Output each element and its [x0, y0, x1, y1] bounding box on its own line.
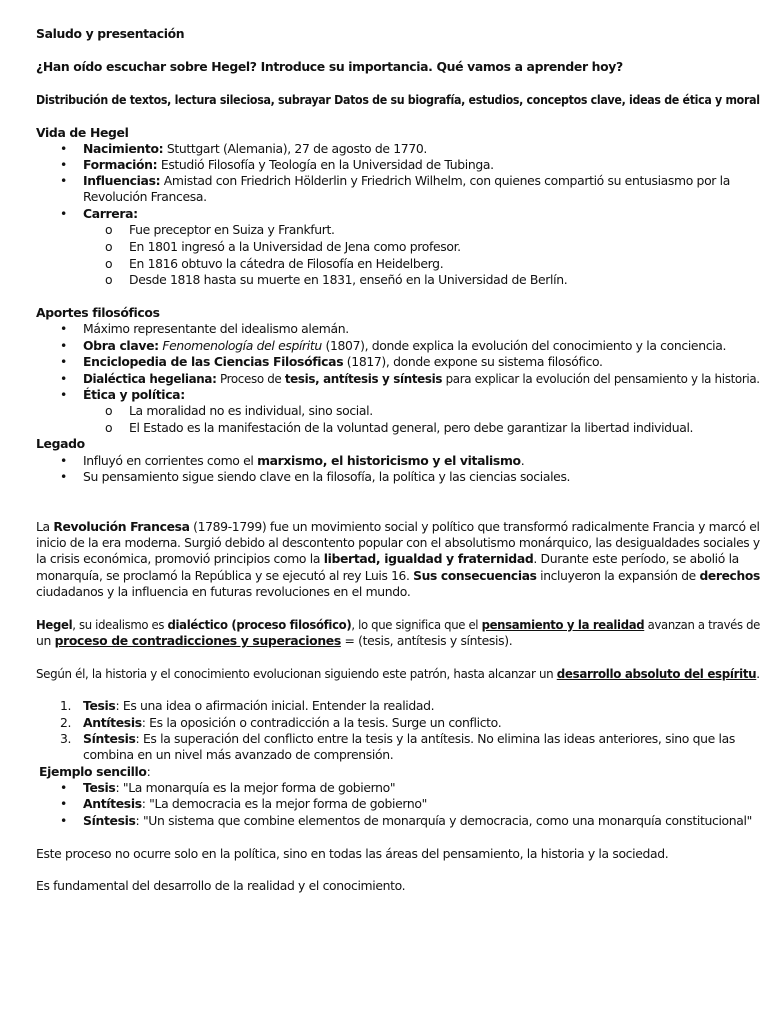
- bullet: •: [60, 453, 67, 468]
- etica-item: El Estado es la manifestación de la voluntad general, pero debe garantizar la libertad individual.: [129, 420, 694, 435]
- bullet: •: [60, 338, 67, 353]
- influencias-text-cont: Revolución Francesa.: [83, 189, 207, 204]
- revolucion-line: inicio de la era moderna. Surgió debido al descontento popular con el absolutismo monárquico, las desigualdades sociales y: [36, 535, 760, 550]
- bullet: •: [60, 796, 67, 811]
- hegel-line: [36, 633, 512, 649]
- numbered-text: : Es una idea o afirmación inicial. Entender la realidad.: [115, 698, 435, 713]
- numbered-label: Tesis: [83, 698, 116, 713]
- legado-text: .: [520, 453, 525, 468]
- bullet: •: [60, 354, 67, 369]
- enciclopedia-label: Enciclopedia de las Ciencias Filosóficas: [83, 354, 344, 369]
- segun-underlined: desarrollo absoluto del espíritu: [556, 666, 757, 681]
- numbered-item: [83, 715, 501, 731]
- numbered-item: [83, 731, 735, 747]
- text: un: [36, 633, 55, 648]
- revolucion-bold: Revolución Francesa: [53, 519, 190, 534]
- carrera-item: Desde 1818 hasta su muerte en 1831, enseñó en la Universidad de Berlín.: [129, 272, 568, 287]
- sub-bullet: o: [105, 403, 113, 418]
- dialectica-item: [83, 371, 760, 387]
- text: La: [36, 519, 54, 534]
- obra-label: Obra clave:: [83, 338, 159, 353]
- text: la crisis económica, promovió principios como la: [36, 551, 324, 566]
- sub-bullet: o: [105, 239, 113, 254]
- ejemplo-item-text: : "Un sistema que combine elementos de monarquía y democracia, como una monarquía constitucional": [135, 813, 752, 828]
- bullet: •: [60, 157, 67, 172]
- nacimiento-text: Stuttgart (Alemania), 27 de agosto de 1770.: [163, 141, 427, 156]
- segun-line: [36, 666, 760, 682]
- formacion-label: Formación:: [83, 157, 158, 172]
- ejemplo-item-text: : "La monarquía es la mejor forma de gobierno": [115, 780, 396, 795]
- legado-heading: Legado: [36, 436, 85, 451]
- carrera-item: En 1816 obtuvo la cátedra de Filosofía en Heidelberg.: [129, 256, 444, 271]
- dialectica-text: para explicar la evolución del pensamiento y la historia.: [442, 371, 760, 386]
- legado-text: Influyó en corrientes como el: [83, 453, 258, 468]
- ejemplo-item: [83, 813, 752, 829]
- sub-bullet: o: [105, 256, 113, 271]
- bullet: •: [60, 469, 67, 484]
- revolucion-line: [36, 568, 760, 584]
- hegel-bold: dialéctico (proceso filosófico): [167, 617, 352, 632]
- legado-item-1: [83, 453, 524, 469]
- text: :: [146, 764, 151, 779]
- text: , su idealismo es: [72, 617, 168, 632]
- dialectica-label: Dialéctica hegeliana:: [83, 371, 217, 386]
- ejemplo-label: Ejemplo sencillo: [39, 764, 147, 779]
- text: monarquía, se proclamó la República y se ejecutó al rey Luis 16.: [36, 568, 414, 583]
- obra-text: (1807), donde explica la evolución del conocimiento y la conciencia.: [321, 338, 727, 353]
- list-number: 3.: [60, 731, 72, 746]
- revolucion-bold: libertad, igualdad y fraternidad: [323, 551, 534, 566]
- enciclopedia-item: [83, 354, 603, 370]
- legado-bold: marxismo, el historicismo y el vitalismo: [257, 453, 521, 468]
- text: avanzan a través de: [644, 617, 761, 632]
- numbered-text: : Es la oposición o contradicción a la tesis. Surge un conflicto.: [141, 715, 502, 730]
- influencias-text: Amistad con Friedrich Hölderlin y Friedrich Wilhelm, con quienes compartió su entusiasmo por la: [160, 173, 730, 188]
- numbered-item-cont: combina en un nivel más avanzado de comprensión.: [83, 747, 394, 762]
- legado-item-2: Su pensamiento sigue siendo clave en la filosofía, la política y las ciencias sociales.: [83, 469, 571, 484]
- greeting-line: Saludo y presentación: [36, 26, 185, 41]
- numbered-item: [83, 698, 434, 714]
- revolucion-line: ciudadanos y la influencia en futuras revoluciones en el mundo.: [36, 584, 411, 599]
- list-number: 1.: [60, 698, 72, 713]
- obra-item: [83, 338, 726, 354]
- text: = (tesis, antítesis y síntesis).: [340, 633, 513, 648]
- vida-heading: Vida de Hegel: [36, 125, 129, 140]
- hegel-bold: Hegel: [36, 617, 73, 632]
- ejemplo-item-label: Síntesis: [83, 813, 136, 828]
- text: incluyeron la expansión de: [536, 568, 700, 583]
- dialectica-bold: tesis, antítesis y síntesis: [284, 371, 443, 386]
- revolucion-line: [36, 519, 760, 535]
- formacion-item: [83, 157, 494, 173]
- revolucion-bold: derechos: [699, 568, 760, 583]
- bullet: •: [60, 141, 67, 156]
- bullet: •: [60, 813, 67, 828]
- bullet: •: [60, 371, 67, 386]
- bullet: •: [60, 780, 67, 795]
- dialectica-text: Proceso de: [216, 371, 285, 386]
- sub-bullet: o: [105, 222, 113, 237]
- hegel-underlined: proceso de contradicciones y superaciones: [54, 633, 341, 648]
- carrera-item: Fue preceptor en Suiza y Frankfurt.: [129, 222, 335, 237]
- ejemplo-heading: [36, 764, 150, 780]
- revolucion-line: [36, 551, 739, 567]
- etica-item: La moralidad no es individual, sino social.: [129, 403, 373, 418]
- ejemplo-item-label: Antítesis: [83, 796, 142, 811]
- bullet: •: [60, 387, 67, 402]
- ejemplo-item: [83, 796, 427, 812]
- etica-label: Ética y política:: [83, 387, 185, 402]
- nacimiento-label: Nacimiento:: [83, 141, 164, 156]
- sub-bullet: o: [105, 420, 113, 435]
- bullet: •: [60, 206, 67, 221]
- numbered-text: : Es la superación del conflicto entre la tesis y la antítesis. No elimina las ideas anteriores, sino que las: [135, 731, 735, 746]
- hegel-line: [36, 617, 760, 633]
- text: . Durante este período, se abolió la: [533, 551, 739, 566]
- influencias-item: [83, 173, 730, 189]
- closing-line: Este proceso no ocurre solo en la política, sino en todas las áreas del pensamiento, la historia y la sociedad.: [36, 846, 669, 861]
- influencias-label: Influencias:: [83, 173, 161, 188]
- closing-line: Es fundamental del desarrollo de la realidad y el conocimiento.: [36, 878, 406, 893]
- sub-bullet: o: [105, 272, 113, 287]
- ejemplo-item-text: : "La democracia es la mejor forma de gobierno": [141, 796, 427, 811]
- text: , lo que significa que el: [351, 617, 482, 632]
- text: .: [756, 666, 760, 681]
- aportes-item-1: Máximo representante del idealismo alemán.: [83, 321, 349, 336]
- revolucion-bold: Sus consecuencias: [413, 568, 537, 583]
- ejemplo-item-label: Tesis: [83, 780, 116, 795]
- carrera-label: Carrera:: [83, 206, 138, 221]
- list-number: 2.: [60, 715, 72, 730]
- aportes-heading: Aportes filosóficos: [36, 305, 160, 320]
- bullet: •: [60, 321, 67, 336]
- text: Según él, la historia y el conocimiento evolucionan siguiendo este patrón, hasta alcanzar un: [36, 666, 557, 681]
- text: (1789-1799) fue un movimiento social y político que transformó radicalmente Francia y marcó el: [189, 519, 760, 534]
- bullet: •: [60, 173, 67, 188]
- obra-title: Fenomenología del espíritu: [162, 338, 322, 353]
- distribution-line: Distribución de textos, lectura sileciosa, subrayar Datos de su biografía, estudios, conceptos clave, ideas de ética y moral: [36, 92, 760, 107]
- carrera-item: En 1801 ingresó a la Universidad de Jena como profesor.: [129, 239, 461, 254]
- formacion-text: Estudió Filosofía y Teología en la Universidad de Tubinga.: [157, 157, 494, 172]
- numbered-label: Antítesis: [83, 715, 142, 730]
- question-line: ¿Han oído escuchar sobre Hegel? Introduce su importancia. Qué vamos a aprender hoy?: [36, 59, 623, 74]
- ejemplo-item: [83, 780, 395, 796]
- hegel-underlined: pensamiento y la realidad: [481, 617, 645, 632]
- enciclopedia-text: (1817), donde expone su sistema filosófico.: [343, 354, 603, 369]
- numbered-label: Síntesis: [83, 731, 136, 746]
- nacimiento-item: [83, 141, 427, 157]
